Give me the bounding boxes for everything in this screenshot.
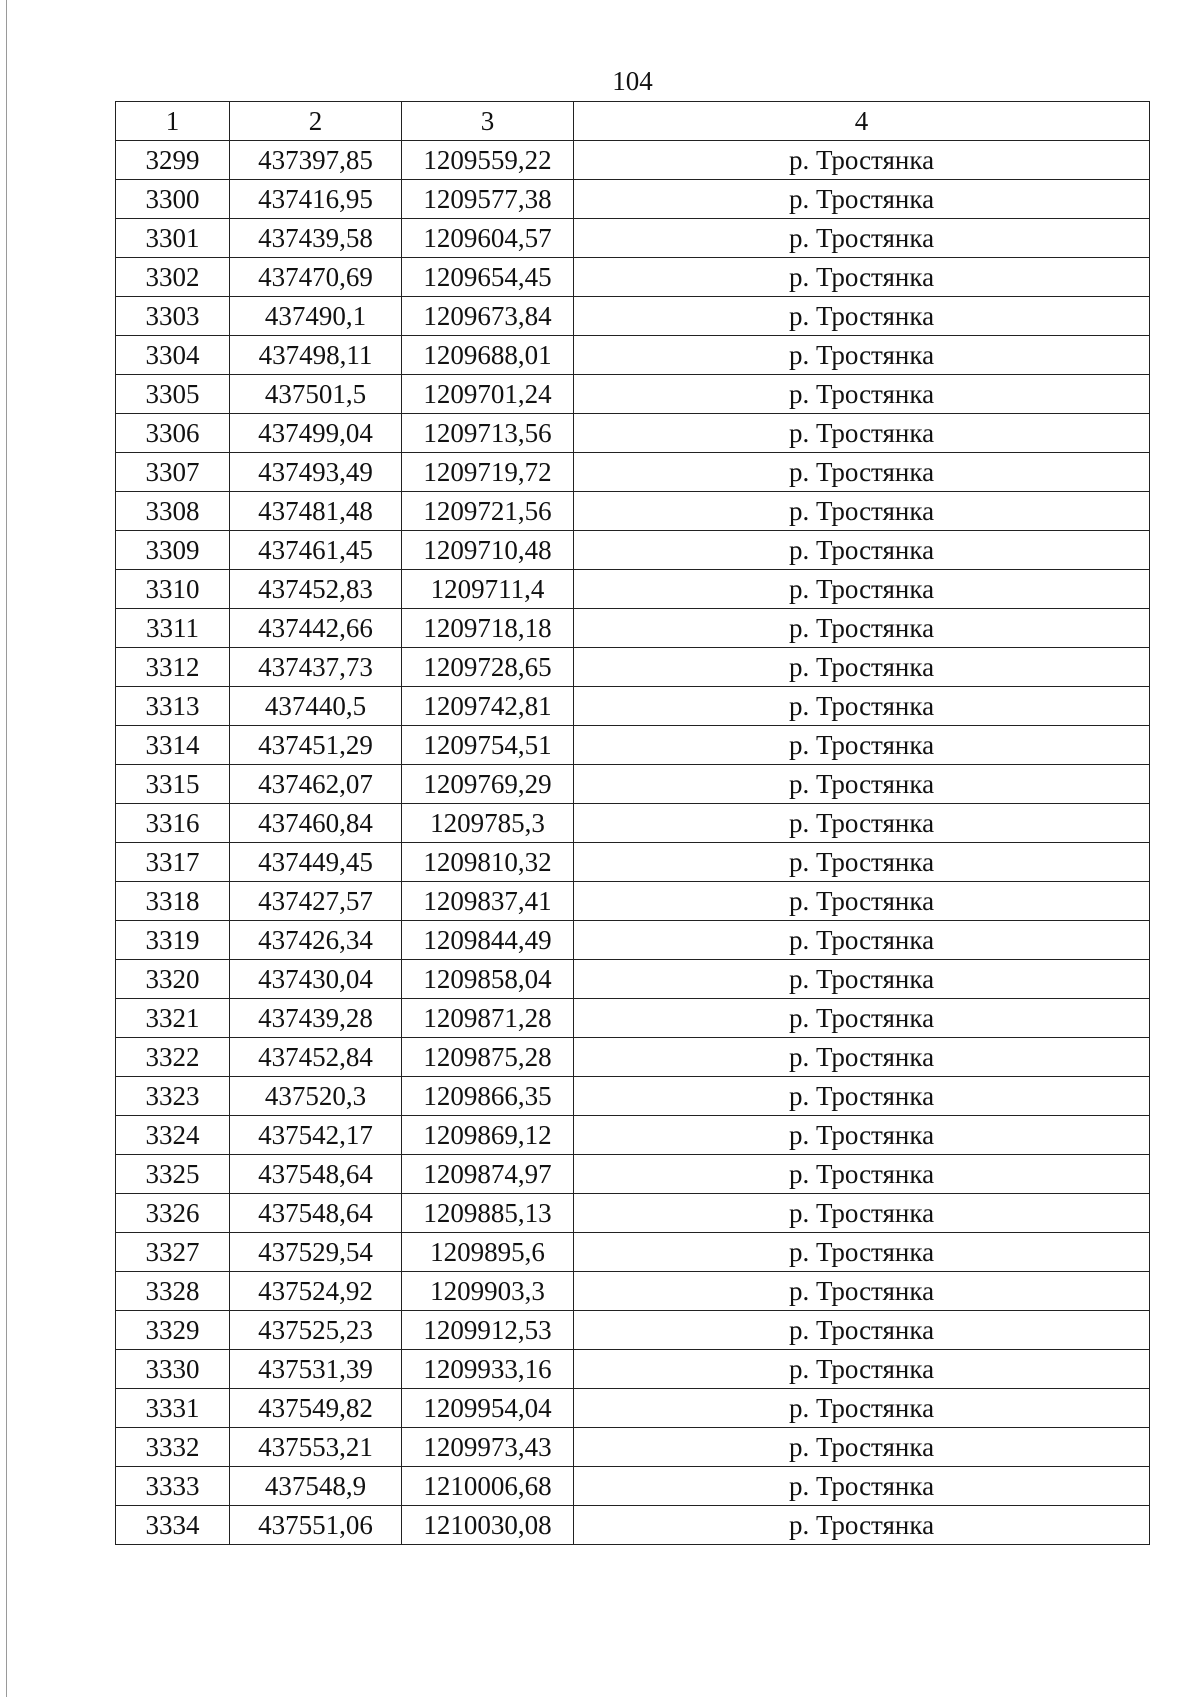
point-number-cell: 3312 [116, 648, 230, 687]
column-header-2: 2 [230, 102, 402, 141]
description-cell: р. Тростянка [574, 1155, 1150, 1194]
description-cell: р. Тростянка [574, 258, 1150, 297]
y-coordinate-cell: 1209810,32 [402, 843, 574, 882]
y-coordinate-cell: 1209912,53 [402, 1311, 574, 1350]
description-cell: р. Тростянка [574, 219, 1150, 258]
description-cell: р. Тростянка [574, 336, 1150, 375]
table-row [116, 414, 1150, 453]
table-row [116, 492, 1150, 531]
point-number-cell: 3310 [116, 570, 230, 609]
column-header-3: 3 [402, 102, 574, 141]
table-row [116, 141, 1150, 180]
y-coordinate-cell: 1209954,04 [402, 1389, 574, 1428]
y-coordinate-cell: 1209604,57 [402, 219, 574, 258]
x-coordinate-cell: 437430,04 [230, 960, 402, 999]
table-header-row [116, 102, 1150, 141]
description-cell: р. Тростянка [574, 765, 1150, 804]
point-number-cell: 3301 [116, 219, 230, 258]
x-coordinate-cell: 437427,57 [230, 882, 402, 921]
y-coordinate-cell: 1209874,97 [402, 1155, 574, 1194]
description-cell: р. Тростянка [574, 843, 1150, 882]
point-number-cell: 3326 [116, 1194, 230, 1233]
table-row [116, 609, 1150, 648]
description-cell: р. Тростянка [574, 882, 1150, 921]
x-coordinate-cell: 437451,29 [230, 726, 402, 765]
table-row [116, 180, 1150, 219]
point-number-cell: 3330 [116, 1350, 230, 1389]
y-coordinate-cell: 1209673,84 [402, 297, 574, 336]
description-cell: р. Тростянка [574, 180, 1150, 219]
y-coordinate-cell: 1209844,49 [402, 921, 574, 960]
x-coordinate-cell: 437548,64 [230, 1194, 402, 1233]
y-coordinate-cell: 1209577,38 [402, 180, 574, 219]
point-number-cell: 3299 [116, 141, 230, 180]
point-number-cell: 3322 [116, 1038, 230, 1077]
column-header-1: 1 [116, 102, 230, 141]
table-row [116, 726, 1150, 765]
x-coordinate-cell: 437461,45 [230, 531, 402, 570]
point-number-cell: 3304 [116, 336, 230, 375]
x-coordinate-cell: 437501,5 [230, 375, 402, 414]
y-coordinate-cell: 1209837,41 [402, 882, 574, 921]
y-coordinate-cell: 1209871,28 [402, 999, 574, 1038]
description-cell: р. Тростянка [574, 1311, 1150, 1350]
description-cell: р. Тростянка [574, 492, 1150, 531]
y-coordinate-cell: 1209754,51 [402, 726, 574, 765]
table-row [116, 999, 1150, 1038]
y-coordinate-cell: 1209742,81 [402, 687, 574, 726]
point-number-cell: 3316 [116, 804, 230, 843]
table-row [116, 297, 1150, 336]
point-number-cell: 3329 [116, 1311, 230, 1350]
y-coordinate-cell: 1209559,22 [402, 141, 574, 180]
y-coordinate-cell: 1209701,24 [402, 375, 574, 414]
table-row [116, 1194, 1150, 1233]
y-coordinate-cell: 1210030,08 [402, 1506, 574, 1545]
x-coordinate-cell: 437520,3 [230, 1077, 402, 1116]
point-number-cell: 3320 [116, 960, 230, 999]
y-coordinate-cell: 1209713,56 [402, 414, 574, 453]
x-coordinate-cell: 437529,54 [230, 1233, 402, 1272]
x-coordinate-cell: 437498,11 [230, 336, 402, 375]
description-cell: р. Тростянка [574, 1038, 1150, 1077]
description-cell: р. Тростянка [574, 414, 1150, 453]
x-coordinate-cell: 437481,48 [230, 492, 402, 531]
table-row [116, 531, 1150, 570]
y-coordinate-cell: 1209769,29 [402, 765, 574, 804]
description-cell: р. Тростянка [574, 531, 1150, 570]
y-coordinate-cell: 1209875,28 [402, 1038, 574, 1077]
x-coordinate-cell: 437549,82 [230, 1389, 402, 1428]
point-number-cell: 3311 [116, 609, 230, 648]
description-cell: р. Тростянка [574, 375, 1150, 414]
table-row [116, 1272, 1150, 1311]
description-cell: р. Тростянка [574, 648, 1150, 687]
description-cell: р. Тростянка [574, 960, 1150, 999]
x-coordinate-cell: 437542,17 [230, 1116, 402, 1155]
point-number-cell: 3315 [116, 765, 230, 804]
point-number-cell: 3327 [116, 1233, 230, 1272]
y-coordinate-cell: 1209718,18 [402, 609, 574, 648]
table-row [116, 1116, 1150, 1155]
page-number: 104 [612, 66, 653, 96]
point-number-cell: 3303 [116, 297, 230, 336]
x-coordinate-cell: 437525,23 [230, 1311, 402, 1350]
description-cell: р. Тростянка [574, 1272, 1150, 1311]
table-row [116, 1038, 1150, 1077]
x-coordinate-cell: 437548,9 [230, 1467, 402, 1506]
table-row [116, 804, 1150, 843]
table-row [116, 921, 1150, 960]
table-row [116, 648, 1150, 687]
y-coordinate-cell: 1209719,72 [402, 453, 574, 492]
y-coordinate-cell: 1209654,45 [402, 258, 574, 297]
point-number-cell: 3332 [116, 1428, 230, 1467]
x-coordinate-cell: 437439,28 [230, 999, 402, 1038]
point-number-cell: 3323 [116, 1077, 230, 1116]
table-row [116, 1077, 1150, 1116]
x-coordinate-cell: 437426,34 [230, 921, 402, 960]
description-cell: р. Тростянка [574, 453, 1150, 492]
description-cell: р. Тростянка [574, 1233, 1150, 1272]
page-edge-line [6, 0, 7, 1697]
table-row [116, 219, 1150, 258]
table-row [116, 882, 1150, 921]
point-number-cell: 3325 [116, 1155, 230, 1194]
y-coordinate-cell: 1209933,16 [402, 1350, 574, 1389]
table-row [116, 687, 1150, 726]
description-cell: р. Тростянка [574, 1506, 1150, 1545]
description-cell: р. Тростянка [574, 570, 1150, 609]
y-coordinate-cell: 1209885,13 [402, 1194, 574, 1233]
point-number-cell: 3334 [116, 1506, 230, 1545]
point-number-cell: 3328 [116, 1272, 230, 1311]
y-coordinate-cell: 1209785,3 [402, 804, 574, 843]
x-coordinate-cell: 437551,06 [230, 1506, 402, 1545]
x-coordinate-cell: 437440,5 [230, 687, 402, 726]
description-cell: р. Тростянка [574, 804, 1150, 843]
y-coordinate-cell: 1209710,48 [402, 531, 574, 570]
point-number-cell: 3313 [116, 687, 230, 726]
y-coordinate-cell: 1209721,56 [402, 492, 574, 531]
description-cell: р. Тростянка [574, 1194, 1150, 1233]
point-number-cell: 3321 [116, 999, 230, 1038]
table-row [116, 1233, 1150, 1272]
coordinates-table [115, 101, 1150, 1545]
y-coordinate-cell: 1209688,01 [402, 336, 574, 375]
x-coordinate-cell: 437452,84 [230, 1038, 402, 1077]
point-number-cell: 3305 [116, 375, 230, 414]
table-row [116, 1350, 1150, 1389]
table-row [116, 1506, 1150, 1545]
table-row [116, 1389, 1150, 1428]
table-row [116, 375, 1150, 414]
x-coordinate-cell: 437437,73 [230, 648, 402, 687]
description-cell: р. Тростянка [574, 297, 1150, 336]
table-row [116, 1467, 1150, 1506]
point-number-cell: 3317 [116, 843, 230, 882]
column-header-4: 4 [574, 102, 1150, 141]
point-number-cell: 3300 [116, 180, 230, 219]
description-cell: р. Тростянка [574, 999, 1150, 1038]
description-cell: р. Тростянка [574, 1389, 1150, 1428]
point-number-cell: 3307 [116, 453, 230, 492]
table-row [116, 1155, 1150, 1194]
description-cell: р. Тростянка [574, 921, 1150, 960]
point-number-cell: 3308 [116, 492, 230, 531]
y-coordinate-cell: 1209866,35 [402, 1077, 574, 1116]
table-row [116, 1428, 1150, 1467]
x-coordinate-cell: 437553,21 [230, 1428, 402, 1467]
x-coordinate-cell: 437460,84 [230, 804, 402, 843]
x-coordinate-cell: 437442,66 [230, 609, 402, 648]
table-row [116, 843, 1150, 882]
x-coordinate-cell: 437397,85 [230, 141, 402, 180]
table-row [116, 765, 1150, 804]
point-number-cell: 3333 [116, 1467, 230, 1506]
x-coordinate-cell: 437548,64 [230, 1155, 402, 1194]
x-coordinate-cell: 437470,69 [230, 258, 402, 297]
x-coordinate-cell: 437490,1 [230, 297, 402, 336]
x-coordinate-cell: 437499,04 [230, 414, 402, 453]
y-coordinate-cell: 1209711,4 [402, 570, 574, 609]
description-cell: р. Тростянка [574, 609, 1150, 648]
description-cell: р. Тростянка [574, 1350, 1150, 1389]
x-coordinate-cell: 437439,58 [230, 219, 402, 258]
x-coordinate-cell: 437416,95 [230, 180, 402, 219]
table-row [116, 960, 1150, 999]
description-cell: р. Тростянка [574, 1467, 1150, 1506]
point-number-cell: 3309 [116, 531, 230, 570]
description-cell: р. Тростянка [574, 726, 1150, 765]
table-row [116, 453, 1150, 492]
table-row [116, 336, 1150, 375]
y-coordinate-cell: 1209903,3 [402, 1272, 574, 1311]
x-coordinate-cell: 437493,49 [230, 453, 402, 492]
y-coordinate-cell: 1209858,04 [402, 960, 574, 999]
x-coordinate-cell: 437524,92 [230, 1272, 402, 1311]
point-number-cell: 3324 [116, 1116, 230, 1155]
x-coordinate-cell: 437449,45 [230, 843, 402, 882]
x-coordinate-cell: 437452,83 [230, 570, 402, 609]
y-coordinate-cell: 1209895,6 [402, 1233, 574, 1272]
description-cell: р. Тростянка [574, 1428, 1150, 1467]
point-number-cell: 3314 [116, 726, 230, 765]
point-number-cell: 3302 [116, 258, 230, 297]
description-cell: р. Тростянка [574, 141, 1150, 180]
table-row [116, 258, 1150, 297]
table-row [116, 1311, 1150, 1350]
point-number-cell: 3306 [116, 414, 230, 453]
point-number-cell: 3331 [116, 1389, 230, 1428]
description-cell: р. Тростянка [574, 687, 1150, 726]
description-cell: р. Тростянка [574, 1077, 1150, 1116]
y-coordinate-cell: 1209973,43 [402, 1428, 574, 1467]
table-row [116, 570, 1150, 609]
y-coordinate-cell: 1210006,68 [402, 1467, 574, 1506]
x-coordinate-cell: 437531,39 [230, 1350, 402, 1389]
x-coordinate-cell: 437462,07 [230, 765, 402, 804]
table-body [116, 141, 1150, 1545]
point-number-cell: 3319 [116, 921, 230, 960]
description-cell: р. Тростянка [574, 1116, 1150, 1155]
y-coordinate-cell: 1209869,12 [402, 1116, 574, 1155]
y-coordinate-cell: 1209728,65 [402, 648, 574, 687]
point-number-cell: 3318 [116, 882, 230, 921]
